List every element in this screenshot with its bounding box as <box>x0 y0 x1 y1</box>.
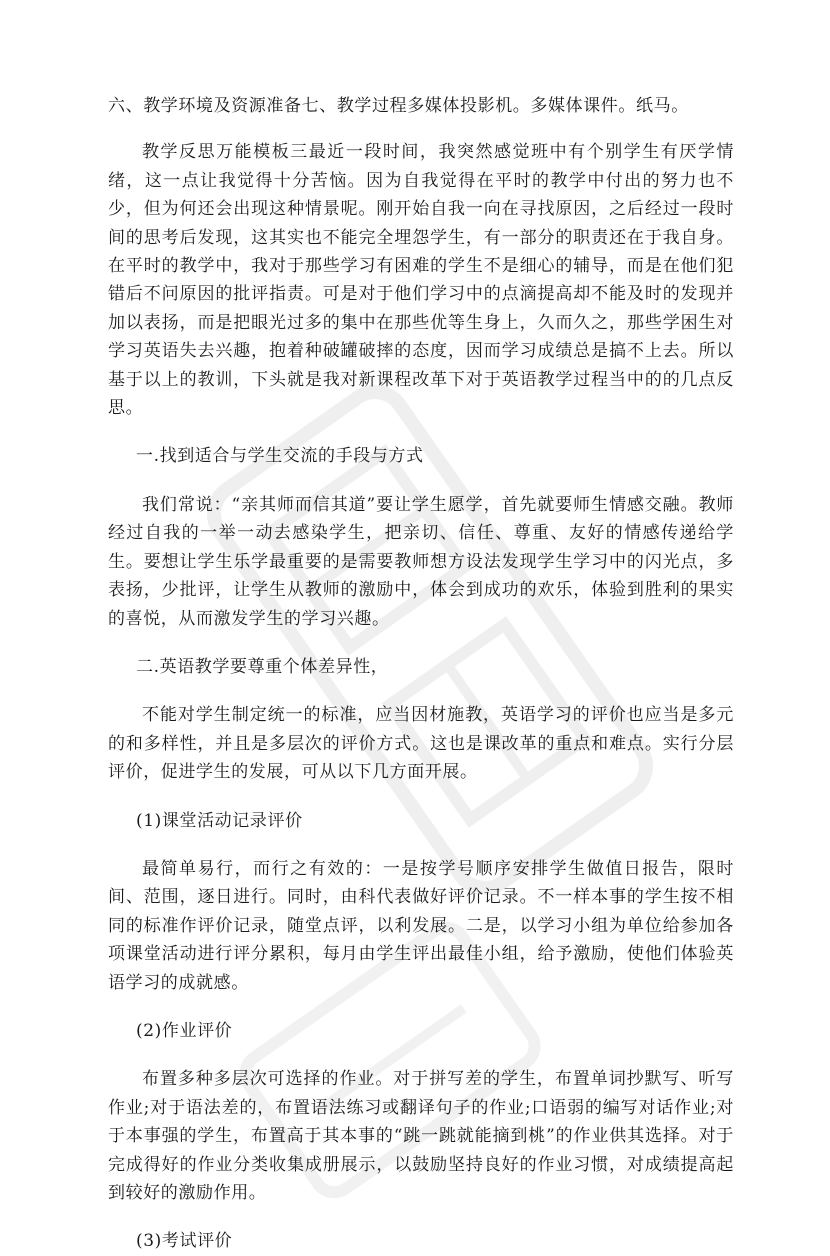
subheading-classroom-evaluation: (1)课堂活动记录评价 <box>136 810 303 831</box>
paragraph-classroom-evaluation: 最简单易行，而行之有效的：一是按学号顺序安排学生做值日报告，限时间、范围，逐日进行。同时，由科代表做好评价记录。不一样本事的学生按不相同的标准作评价记录，随堂点评，以利发展。二是，以学习小组为单位给参加各项课堂活动进行评分累积，每月由学生评出最佳小组，给予激励，使他们体验英语学习的成就感。 <box>108 858 734 993</box>
subheading-homework-evaluation: (2)作业评价 <box>136 1020 233 1041</box>
document-body <box>108 92 734 1256</box>
paragraph-homework-evaluation: 布置多种多层次可选择的作业。对于拼写差的学生，布置单词抄默写、听写作业;对于语法差的，布置语法练习或翻译句子的作业;口语弱的编写对话作业;对于本事强的学生，布置高于其本事的“跳一跳就能摘到桃”的作业供其选择。对于完成得好的作业分类收集成册展示，以鼓励坚持良好的作业习惯，对成绩提高起到较好的激励作用。 <box>108 1069 734 1203</box>
paragraph-differences: 不能对学生制定统一的标准，应当因材施教，英语学习的评价也应当是多元的和多样性，并且是多层次的评价方式。这也是课改革的重点和难点。实行分层评价，促进学生的发展，可从以下几方面开展。 <box>108 705 734 783</box>
paragraph-communication: 我们常说：“亲其师而信其道”要让学生愿学，首先就要师生情感交融。教师经过自我的一举一动去感染学生，把亲切、信任、尊重、友好的情感传递给学生。要想让学生乐学最重要的是需要教师想方设法发现学生学习中的闪光点，多表扬，少批评，让学生从教师的激励中，体会到成功的欢乐，体验到胜利的果实的喜悦，从而激发学生的学习兴趣。 <box>108 494 734 629</box>
paragraph-reflection-intro: 教学反思万能模板三最近一段时间，我突然感觉班中有个别学生有厌学情绪，这一点让我觉得十分苦恼。因为自我觉得在平时的教学中付出的努力也不少，但为何还会出现这种情景呢。刚开始自我一向在寻找原因，之后经过一段时间的思考后发现，这其实也不能完全埋怨学生，有一部分的职责还在于我自身。在平时的教学中，我对于那些学习有困难的学生不是细心的辅导，而是在他们犯错后不问原因的批评指责。可是对于他们学习中的点滴提高却不能及时的发现并加以表扬，而是把眼光过多的集中在那些优等生身上，久而久之，那些学困生对学习英语失去兴趣，抱着种破罐破摔的态度，因而学习成绩总是搞不上去。所以基于以上的教训，下头就是我对新课程改革下对于英语教学过程当中的的几点反思。 <box>108 142 734 419</box>
section-heading-differences: 二.英语教学要尊重个体差异性， <box>136 656 389 677</box>
subheading-exam-evaluation: (3)考试评价 <box>136 1231 233 1252</box>
section-heading-communication: 一.找到适合与学生交流的手段与方式 <box>136 446 424 467</box>
paragraph-environment: 六、教学环境及资源准备七、教学过程多媒体投影机。多媒体课件。纸马。 <box>108 96 689 116</box>
